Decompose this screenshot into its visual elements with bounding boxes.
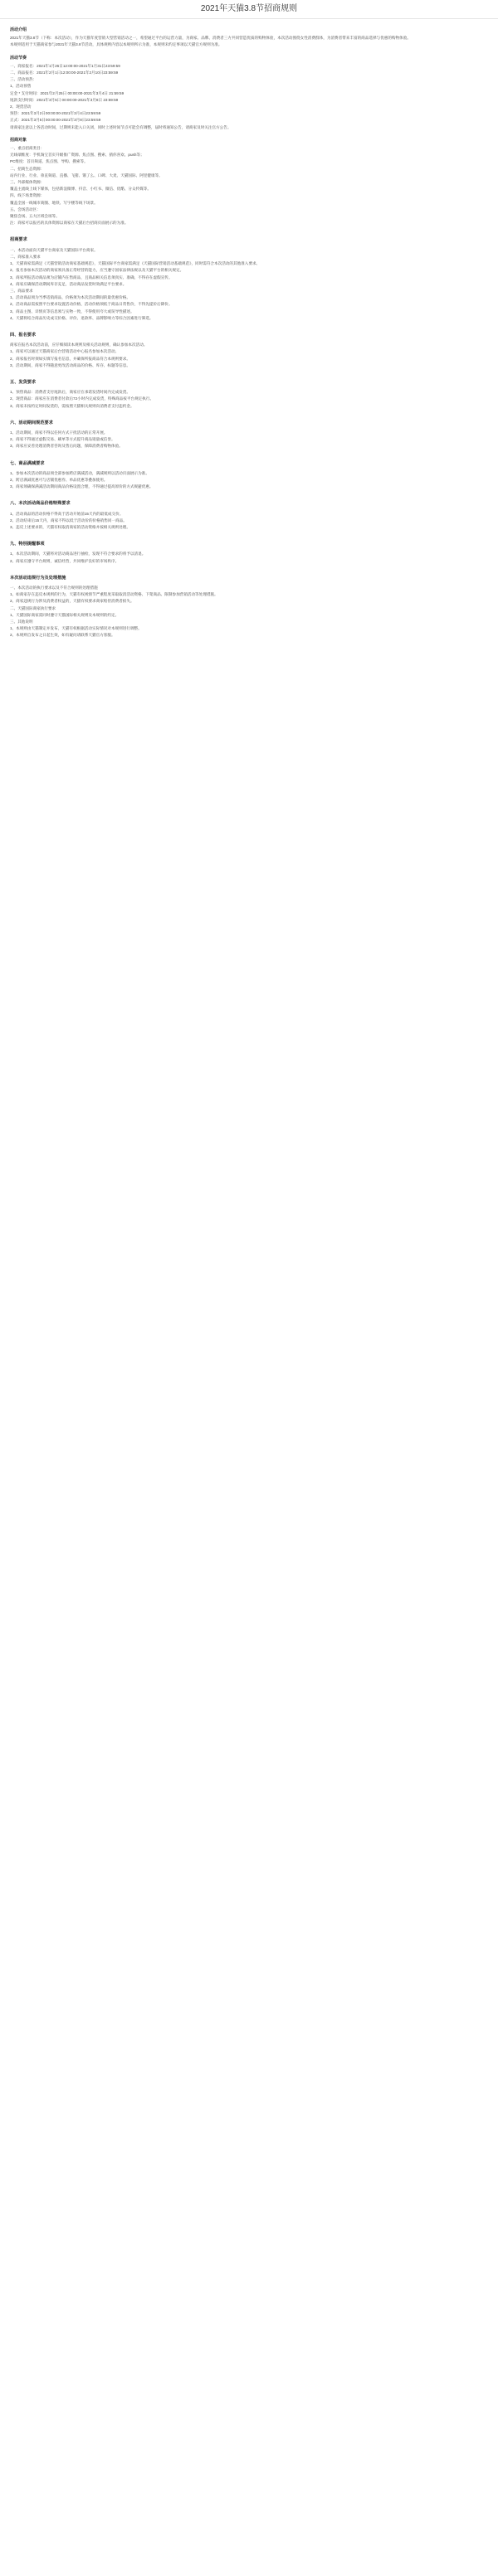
page-title: 2021年天猫3.8节招商规则 [0,0,498,19]
requirement-paragraph: 2、商家报名时须如实填写报名信息，并确保所报商品符合本规则要求。 [10,356,130,361]
requirement-paragraph: 1、天猫国际商家需同时遵守天猫国际相关规则及本规则的约定。 [10,612,120,617]
section-paragraph: 四、线下场景资源： [10,193,45,198]
section-paragraph: 正式：2021年3月5日00:00:00-2021年3月8日23:59:59 [10,118,101,123]
requirement-heading: 招商要求 [10,237,27,243]
section-paragraph: 2021年天猫3.8节（下称：本次活动），作为天猫年度营销大型营销活动之一，希望通过平台的运营力量，为商家、品牌、消费者三方共同营造优质的购物体验，本次活动围绕女性消费群体，为消费者带来丰富的商品选择与优惠的购物体验。 [10,36,411,41]
intro-sections [10,27,488,226]
section-heading: 招商对象 [10,137,27,143]
section-paragraph: PC维度：首页频道、焦点图、导购、搜索等。 [10,159,88,164]
section-paragraph: 二、商品报名：2021年2月1日12:00:00-2021年2月10日23:59:59 [10,70,119,75]
requirement-paragraph: 3、商家所报活动商品须为店铺内在售商品，且商品相关信息须真实、准确，不得存在虚假宣传。 [10,275,173,279]
section-paragraph: 请商家注意以上各活动时间，过期则未能入口关闭，同时上述时间节点可能会有调整，届时将通知公告，请商家及时关注官方公告。 [10,124,232,129]
requirement-paragraph: 3、违反上述要求的，天猫有权取消商家的活动资格并按相关规则处理。 [10,524,130,529]
requirement-paragraph: 3、活动期间，商家不得随意更改活动商品的价格、库存、标题等信息。 [10,362,130,367]
section-paragraph: 聚焦会场、五大区域会场等。 [10,214,60,219]
requirement-paragraph: 一、本次活动的执行要求以及不符合规则的处理措施 [10,586,98,590]
requirement-paragraph: 3、商家未按约定时间发货的，需按照天猫相关规则向消费者支付违约金。 [10,403,134,408]
requirement-heading: 本次活动违规行为及处理措施 [10,575,66,581]
section-paragraph: 尾款支付时间：2021年3月5日 00:00:00-2021年3月8日 23:59:59 [10,97,119,102]
section-paragraph: 无线端维度：手机淘宝首页升级推广资源、焦点图、搜索、猜你喜欢、push等； [10,153,144,158]
section-paragraph: 三、活动预热： [10,77,37,82]
section-paragraph: 本规则适用于天猫商家参与2021年天猫3.8节活动，具体规则内容以本规则所示为准，本规则未约定事项以天猫官方规则为准。 [10,42,222,47]
requirement-paragraph: 1、活动商品的活动价格不得高于活动开始前15天内的最低成交价。 [10,511,124,516]
section-paragraph: 一、商家报名：2021年1月26日12:00:00-2021年1月31日23:59:59 [10,63,120,68]
requirement-paragraph: 二、商家准入要求 [10,254,41,259]
requirement-heading: 九、特别提醒事项 [10,542,45,547]
requirement-heading: 五、发货要求 [10,379,37,385]
requirement-paragraph: 1、本规则由天猫制定并发布，天猫有权根据活动实际情况对本规则进行调整。 [10,626,142,631]
requirement-paragraph: 2、跨店满减优惠可与店铺优惠券、单品优惠等叠加使用。 [10,477,108,482]
requirement-paragraph: 1、如商家存在违反本规则的行为，天猫有权视情节严重程度采取取消活动资格、下架商品、限制参加营销活动等处理措施。 [10,592,218,597]
section-paragraph: 预热：2021年3月2日00:00:00-2021年3月4日23:59:59 [10,111,101,116]
requirement-paragraph: 2、商家应遵守平台规则，诚信经营，共同维护良好的市场秩序。 [10,558,120,563]
requirement-heading: 四、报名要求 [10,332,37,338]
requirement-paragraph: 1、本次活动期间，天猫将对活动商品进行抽检，发现不符合要求的将予以清退。 [10,552,146,557]
section-paragraph: 2、现货活动 [10,104,32,109]
section-paragraph: 定金 * 支付时间：2021年2月25日 00:00:00-2021年3月4日 21:59:59 [10,90,124,95]
section-paragraph: 覆盖主流线上线下媒体，包括新浪微博、抖音、小红书、微信、优酷、分众传媒等。 [10,187,151,192]
section-paragraph: 站内行业、行业、垂直频道、直播、飞猪、饿了么、口碑、大麦、天猫国际、阿里健康等。 [10,173,163,177]
section-heading: 活动节奏 [10,55,27,61]
requirement-paragraph: 三、商品要求 [10,288,33,293]
requirement-paragraph: 1、参加本次活动的商品须全部参加跨店满减活动，满减规则以活动页面展示为准。 [10,470,149,475]
requirement-paragraph: 1、预售商品：消费者支付尾款后，商家应在承诺发货时间内完成发货。 [10,390,130,395]
section-paragraph: 覆盖全国一线城市商圈、地铁、写字楼等线下场景。 [10,200,98,205]
requirement-heading: 六、活动期间规范要求 [10,420,53,425]
requirement-paragraph: 2、报名参加本次活动的商家须具备正常经营的能力，应当遵守国家法律法规以及天猫平台的相关规定。 [10,268,184,273]
requirement-paragraph: 一、本活动面向天猫平台商家及天猫国际平台商家。 [10,247,98,252]
requirement-paragraph: 4、天猫将结合商品历史成交价格、评价、退款率、品牌影响力等综合因素进行筛选。 [10,315,154,320]
requirement-paragraph: 2、现货商品：商家应在消费者付款后72小时内完成发货，特殊商品按平台规定执行。 [10,396,154,401]
section-paragraph: 二、招商生态资源： [10,166,45,171]
requirement-paragraph: 二、天猫国际商家执行要求 [10,605,56,610]
section-paragraph: 三、外部媒体资源： [10,180,45,185]
requirement-paragraph: 3、商品主图、详情页等信息须与实物一致，不得使用夸大或误导性描述。 [10,309,134,313]
requirement-paragraph: 2、活动商品需按照平台要求设置活动价格，活动价格须低于商品日常售价，不得先提价后降价。 [10,302,173,307]
requirement-paragraph: 1、天猫商家需满足《天猫营销活动商家基础规范》，天猫国际平台商家需满足《天猫国际营销活动基础规范》，同时需符合本次活动的其他准入要求。 [10,261,261,266]
requirement-paragraph: 1、活动期间，商家不得以任何方式干扰活动的正常开展。 [10,430,108,435]
section-paragraph: 一、重点招商类目： [10,146,45,151]
requirement-paragraph: 4、商家应确保活动期间库存充足，活动商品发货时效满足平台要求。 [10,281,127,286]
requirement-paragraph: 2、商家违规行为涉及消费者权益的，天猫有权要求商家赔偿消费者损失。 [10,599,134,604]
requirement-sections [10,237,488,638]
requirement-paragraph: 2、活动结束后15天内，商家不得以低于活动价的价格销售同一商品。 [10,518,127,522]
requirement-heading: 七、商品满减要求 [10,460,45,466]
requirement-paragraph: 3、商家须确保满减活动期间商品价格设置合理，不得通过提高原价的方式规避优惠。 [10,484,154,489]
requirement-paragraph: 2、商家不得通过虚假交易、刷单等方式提升商品销量或信誉。 [10,437,115,442]
section-paragraph: 1、活动预售 [10,84,32,89]
requirement-paragraph: 1、商家可以通过天猫商家后台营销活动中心报名参加本次活动。 [10,349,120,354]
requirement-paragraph: 商家在报名本次活动前，应仔细阅读本规则及相关活动规则，确认参加本次活动。 [10,343,148,348]
section-paragraph: 五、会场活动区： [10,207,41,211]
rules-content [0,19,498,639]
requirement-paragraph: 1、活动商品须为当季适销商品，价格须为本次活动期间的最优惠价格。 [10,295,130,300]
requirement-paragraph: 三、其他说明 [10,620,33,625]
section-paragraph: 注：商家可以报名的具体资源以商家在天猫后台招商页面展示的为准。 [10,221,129,226]
section-heading: 活动介绍 [10,27,27,32]
requirement-heading: 八、本次活动商品价格特殊要求 [10,501,71,507]
requirement-paragraph: 2、本规则自发布之日起生效，如有疑问请联系天猫官方客服。 [10,633,115,638]
requirement-paragraph: 3、商家应妥善处理消费者咨询及售后问题，保障消费者购物体验。 [10,444,123,449]
